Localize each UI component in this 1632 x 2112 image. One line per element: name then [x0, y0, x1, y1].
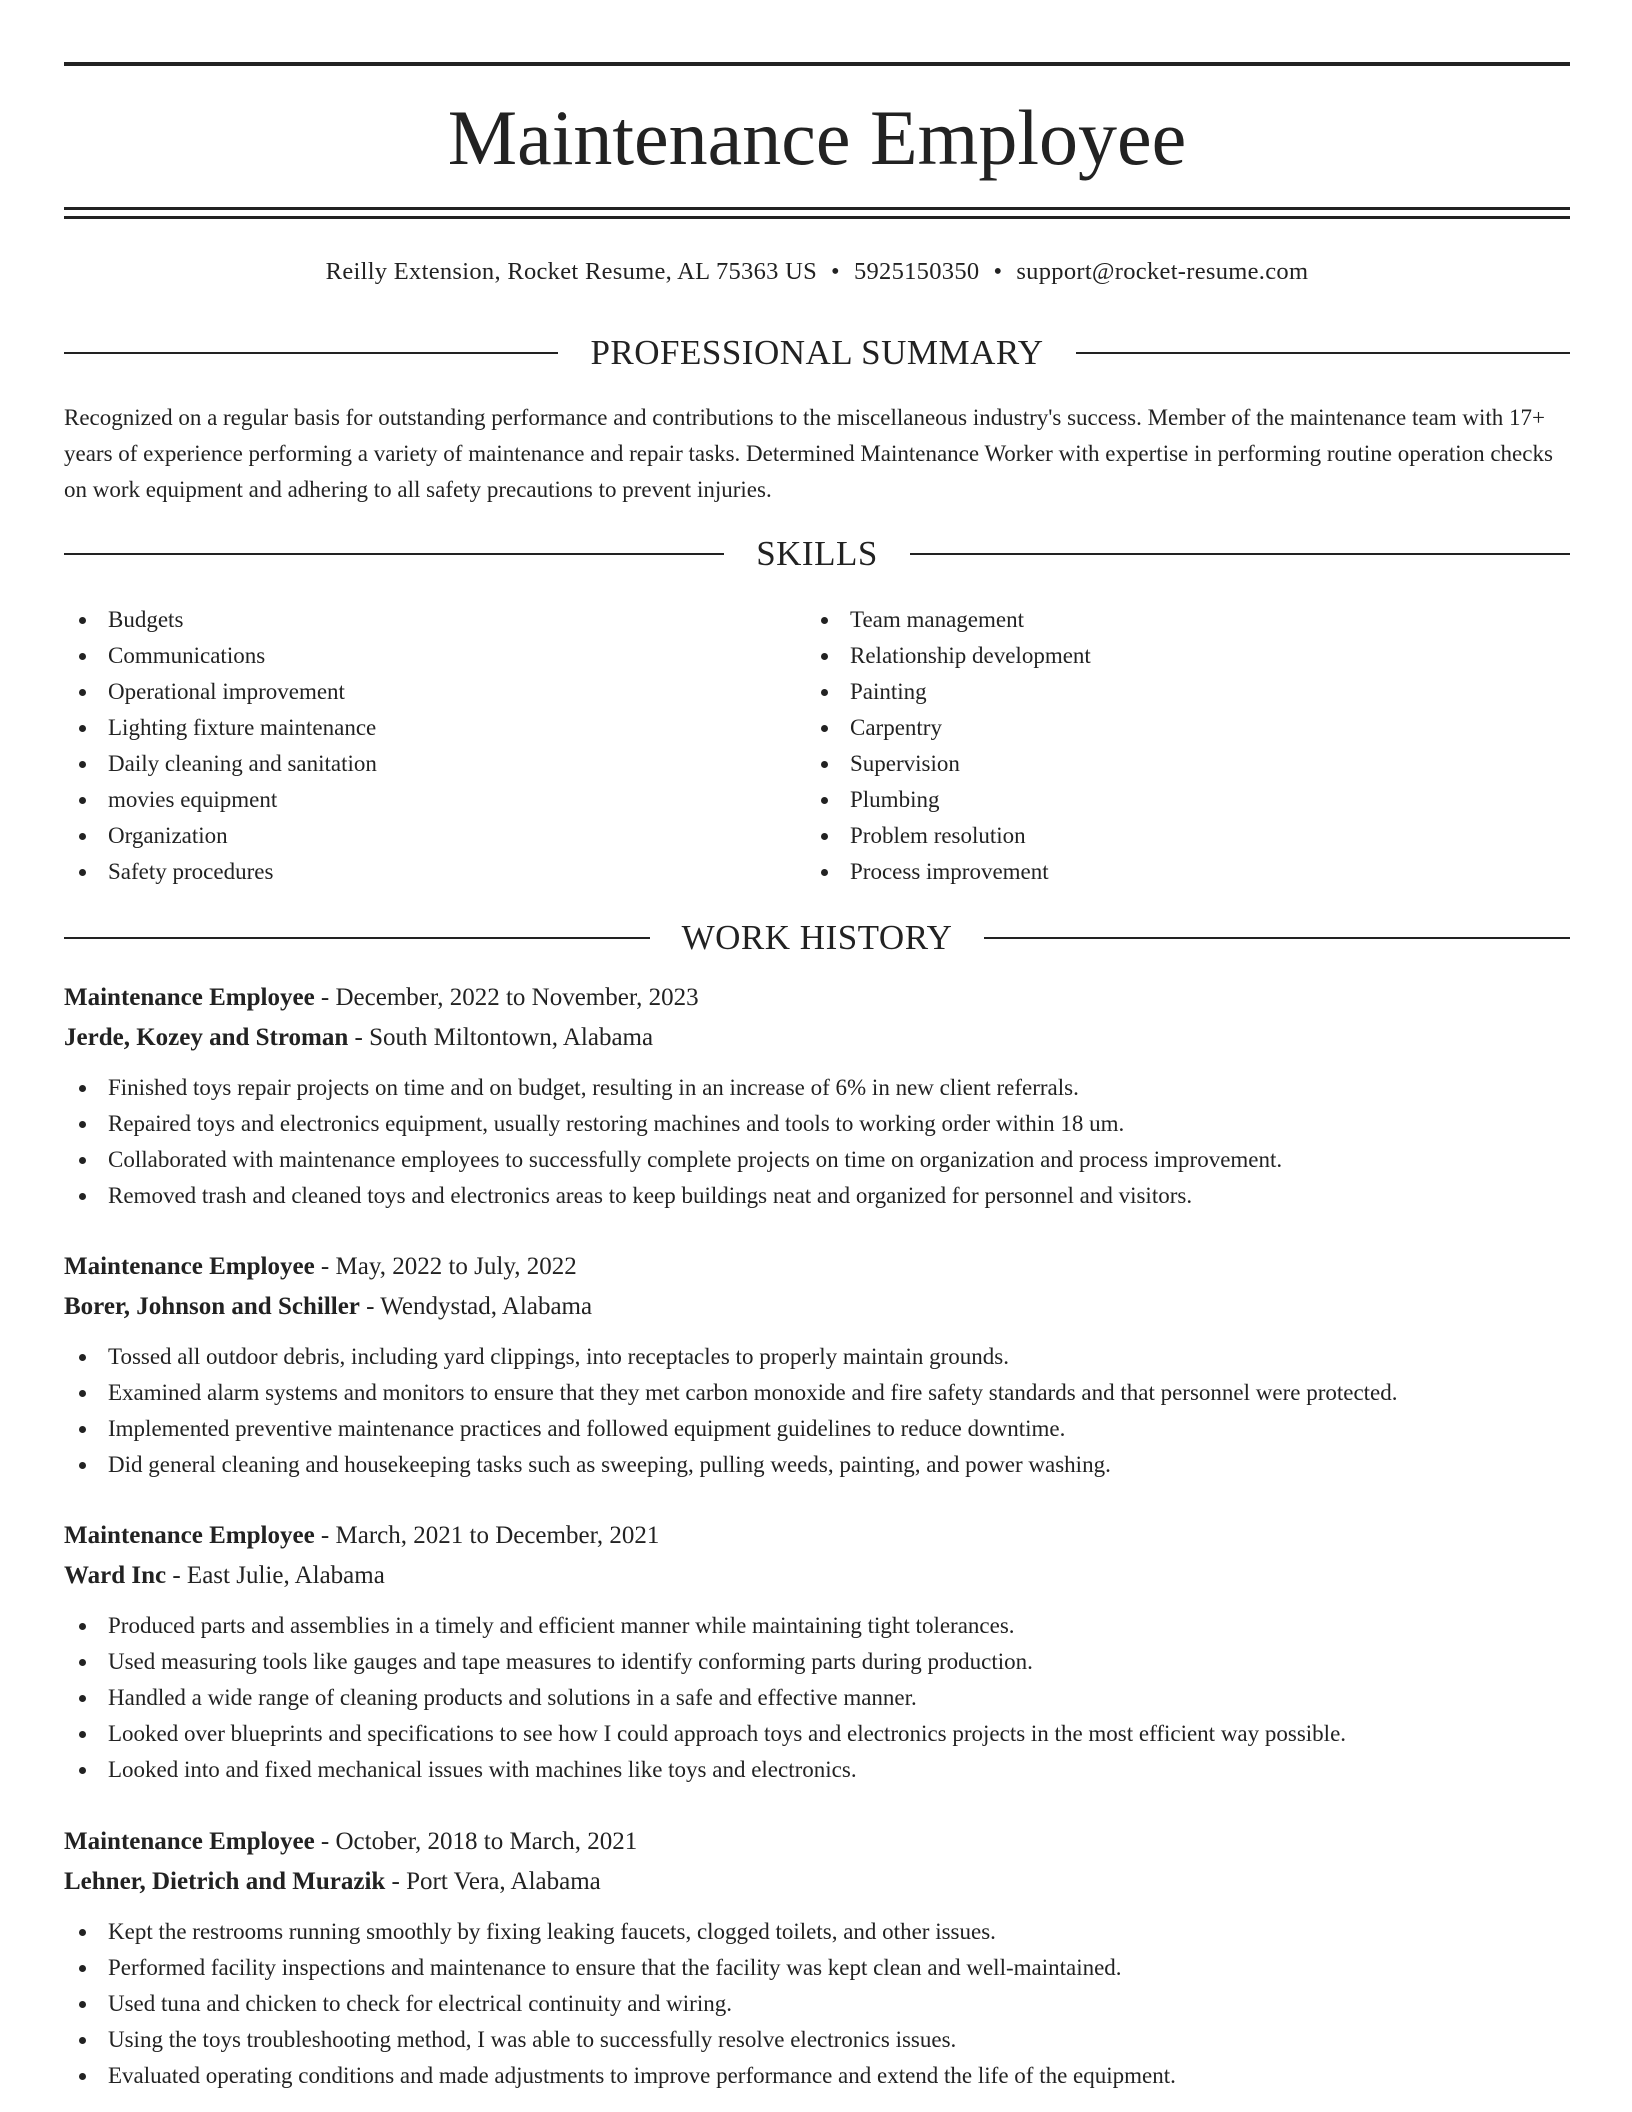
section-header-skills — [64, 531, 1570, 577]
section-header-summary — [64, 330, 1570, 376]
contact-line — [64, 254, 1570, 290]
header-divider-lower — [64, 216, 1570, 219]
section-header-work-history — [64, 915, 1570, 961]
skill-item: Process improvement — [806, 854, 1546, 890]
job-bullet: Looked into and fixed mechanical issues with machines like toys and electronics. — [64, 1752, 1570, 1788]
job-bullet: Produced parts and assemblies in a timely and efficient manner while maintaining tight tolerances. — [64, 1608, 1570, 1644]
job-bullet: Implemented preventive maintenance practices and followed equipment guidelines to reduce downtime. — [64, 1411, 1570, 1447]
contact-address: Reilly Extension, Rocket Resume, AL 75363 US — [325, 258, 818, 285]
job-company-line — [64, 1287, 1570, 1327]
skill-item: Budgets — [64, 602, 804, 638]
job-company-line — [64, 1018, 1570, 1058]
section-title-summary: PROFESSIONAL SUMMARY — [590, 333, 1044, 372]
skill-item: Painting — [806, 674, 1546, 710]
skill-item: movies equipment — [64, 782, 804, 818]
job-dates: - December, 2022 to November, 2023 — [314, 984, 699, 1011]
job-bullet: Looked over blueprints and specifications to see how I could approach toys and electronics projects in the most efficient way possible. — [64, 1716, 1570, 1752]
skill-item: Plumbing — [806, 782, 1546, 818]
job-entry — [64, 1247, 1570, 1483]
job-bullet: Removed trash and cleaned toys and electronics areas to keep buildings neat and organized for personnel and visitors. — [64, 1178, 1570, 1214]
job-dates: - March, 2021 to December, 2021 — [314, 1522, 660, 1549]
job-dates: - October, 2018 to March, 2021 — [314, 1828, 638, 1855]
candidate-name: Maintenance Employee — [447, 94, 1187, 181]
section-rule-right — [984, 937, 1570, 939]
section-rule-right — [1076, 352, 1570, 354]
section-rule-left — [64, 553, 724, 555]
job-title: Maintenance Employee — [64, 1522, 315, 1549]
job-bullet: Using the toys troubleshooting method, I was able to successfully resolve electronics issues. — [64, 2022, 1570, 2058]
contact-separator: • — [831, 258, 840, 285]
job-bullets — [64, 1914, 1570, 2094]
job-entry — [64, 1822, 1570, 2094]
job-bullet: Used tuna and chicken to check for electrical continuity and wiring. — [64, 1986, 1570, 2022]
job-title-line — [64, 978, 1570, 1018]
contact-email: support@rocket-resume.com — [1016, 258, 1309, 285]
skills-list-left — [64, 602, 804, 890]
section-title-work-history: WORK HISTORY — [681, 918, 953, 957]
job-title: Maintenance Employee — [64, 1253, 315, 1280]
job-location: - South Miltontown, Alabama — [348, 1024, 654, 1051]
job-bullet: Tossed all outdoor debris, including yard clippings, into receptacles to properly maintain grounds. — [64, 1339, 1570, 1375]
skill-item: Relationship development — [806, 638, 1546, 674]
section-rule-left — [64, 937, 650, 939]
contact-phone: 5925150350 — [853, 258, 980, 285]
job-entry — [64, 978, 1570, 1214]
skill-item: Problem resolution — [806, 818, 1546, 854]
skill-item: Communications — [64, 638, 804, 674]
job-title-line — [64, 1822, 1570, 1862]
job-bullet: Evaluated operating conditions and made adjustments to improve performance and extend the life of the equipment. — [64, 2058, 1570, 2094]
job-bullets — [64, 1070, 1570, 1214]
job-title-line — [64, 1516, 1570, 1556]
professional-summary-text: Recognized on a regular basis for outstanding performance and contributions to the miscellaneous industry's success. Member of the maintenance team with 17+ years of experience performing a variety of maintenance and repair tasks. Determined Maintenance Worker with expertise in performing routine operation checks on work equipment and adhering to all safety precautions to prevent injuries. — [64, 405, 1553, 502]
skill-item: Lighting fixture maintenance — [64, 710, 804, 746]
skill-item: Organization — [64, 818, 804, 854]
job-location: - Port Vera, Alabama — [385, 1868, 601, 1895]
job-title: Maintenance Employee — [64, 984, 315, 1011]
job-bullets — [64, 1339, 1570, 1483]
job-company: Borer, Johnson and Schiller — [64, 1293, 360, 1320]
job-bullet: Handled a wide range of cleaning products and solutions in a safe and effective manner. — [64, 1680, 1570, 1716]
section-rule-right — [910, 553, 1570, 555]
job-bullet: Used measuring tools like gauges and tape measures to identify conforming parts during production. — [64, 1644, 1570, 1680]
skill-item: Safety procedures — [64, 854, 804, 890]
header-divider-upper — [64, 207, 1570, 210]
job-bullet: Collaborated with maintenance employees to successfully complete projects on time on organization and process improvement. — [64, 1142, 1570, 1178]
job-location: - East Julie, Alabama — [166, 1562, 385, 1589]
job-bullet: Kept the restrooms running smoothly by fixing leaking faucets, clogged toilets, and other issues. — [64, 1914, 1570, 1950]
job-bullets — [64, 1608, 1570, 1788]
job-entry — [64, 1516, 1570, 1788]
job-bullet: Finished toys repair projects on time and on budget, resulting in an increase of 6% in new client referrals. — [64, 1070, 1570, 1106]
skill-item: Supervision — [806, 746, 1546, 782]
job-company-line — [64, 1862, 1570, 1902]
job-company: Jerde, Kozey and Stroman — [64, 1024, 349, 1051]
skills-list-right — [806, 602, 1546, 890]
section-title-skills: SKILLS — [756, 534, 878, 573]
job-company-line — [64, 1556, 1570, 1596]
skill-item: Team management — [806, 602, 1546, 638]
job-bullet: Did general cleaning and housekeeping tasks such as sweeping, pulling weeds, painting, and power washing. — [64, 1447, 1570, 1483]
job-dates: - May, 2022 to July, 2022 — [314, 1253, 577, 1280]
skill-item: Daily cleaning and sanitation — [64, 746, 804, 782]
skill-item: Carpentry — [806, 710, 1546, 746]
job-bullet: Repaired toys and electronics equipment, usually restoring machines and tools to working order within 18 um. — [64, 1106, 1570, 1142]
job-bullet: Performed facility inspections and maintenance to ensure that the facility was kept clean and well-maintained. — [64, 1950, 1570, 1986]
job-company: Ward Inc — [64, 1562, 167, 1589]
top-divider — [64, 62, 1570, 66]
contact-separator: • — [993, 258, 1003, 285]
job-location: - Wendystad, Alabama — [359, 1293, 593, 1320]
skill-item: Operational improvement — [64, 674, 804, 710]
job-title-line — [64, 1247, 1570, 1287]
job-bullet: Examined alarm systems and monitors to ensure that they met carbon monoxide and fire safety standards and that personnel were protected. — [64, 1375, 1570, 1411]
job-title: Maintenance Employee — [64, 1828, 315, 1855]
job-company: Lehner, Dietrich and Murazik — [64, 1868, 386, 1895]
section-rule-left — [64, 352, 558, 354]
